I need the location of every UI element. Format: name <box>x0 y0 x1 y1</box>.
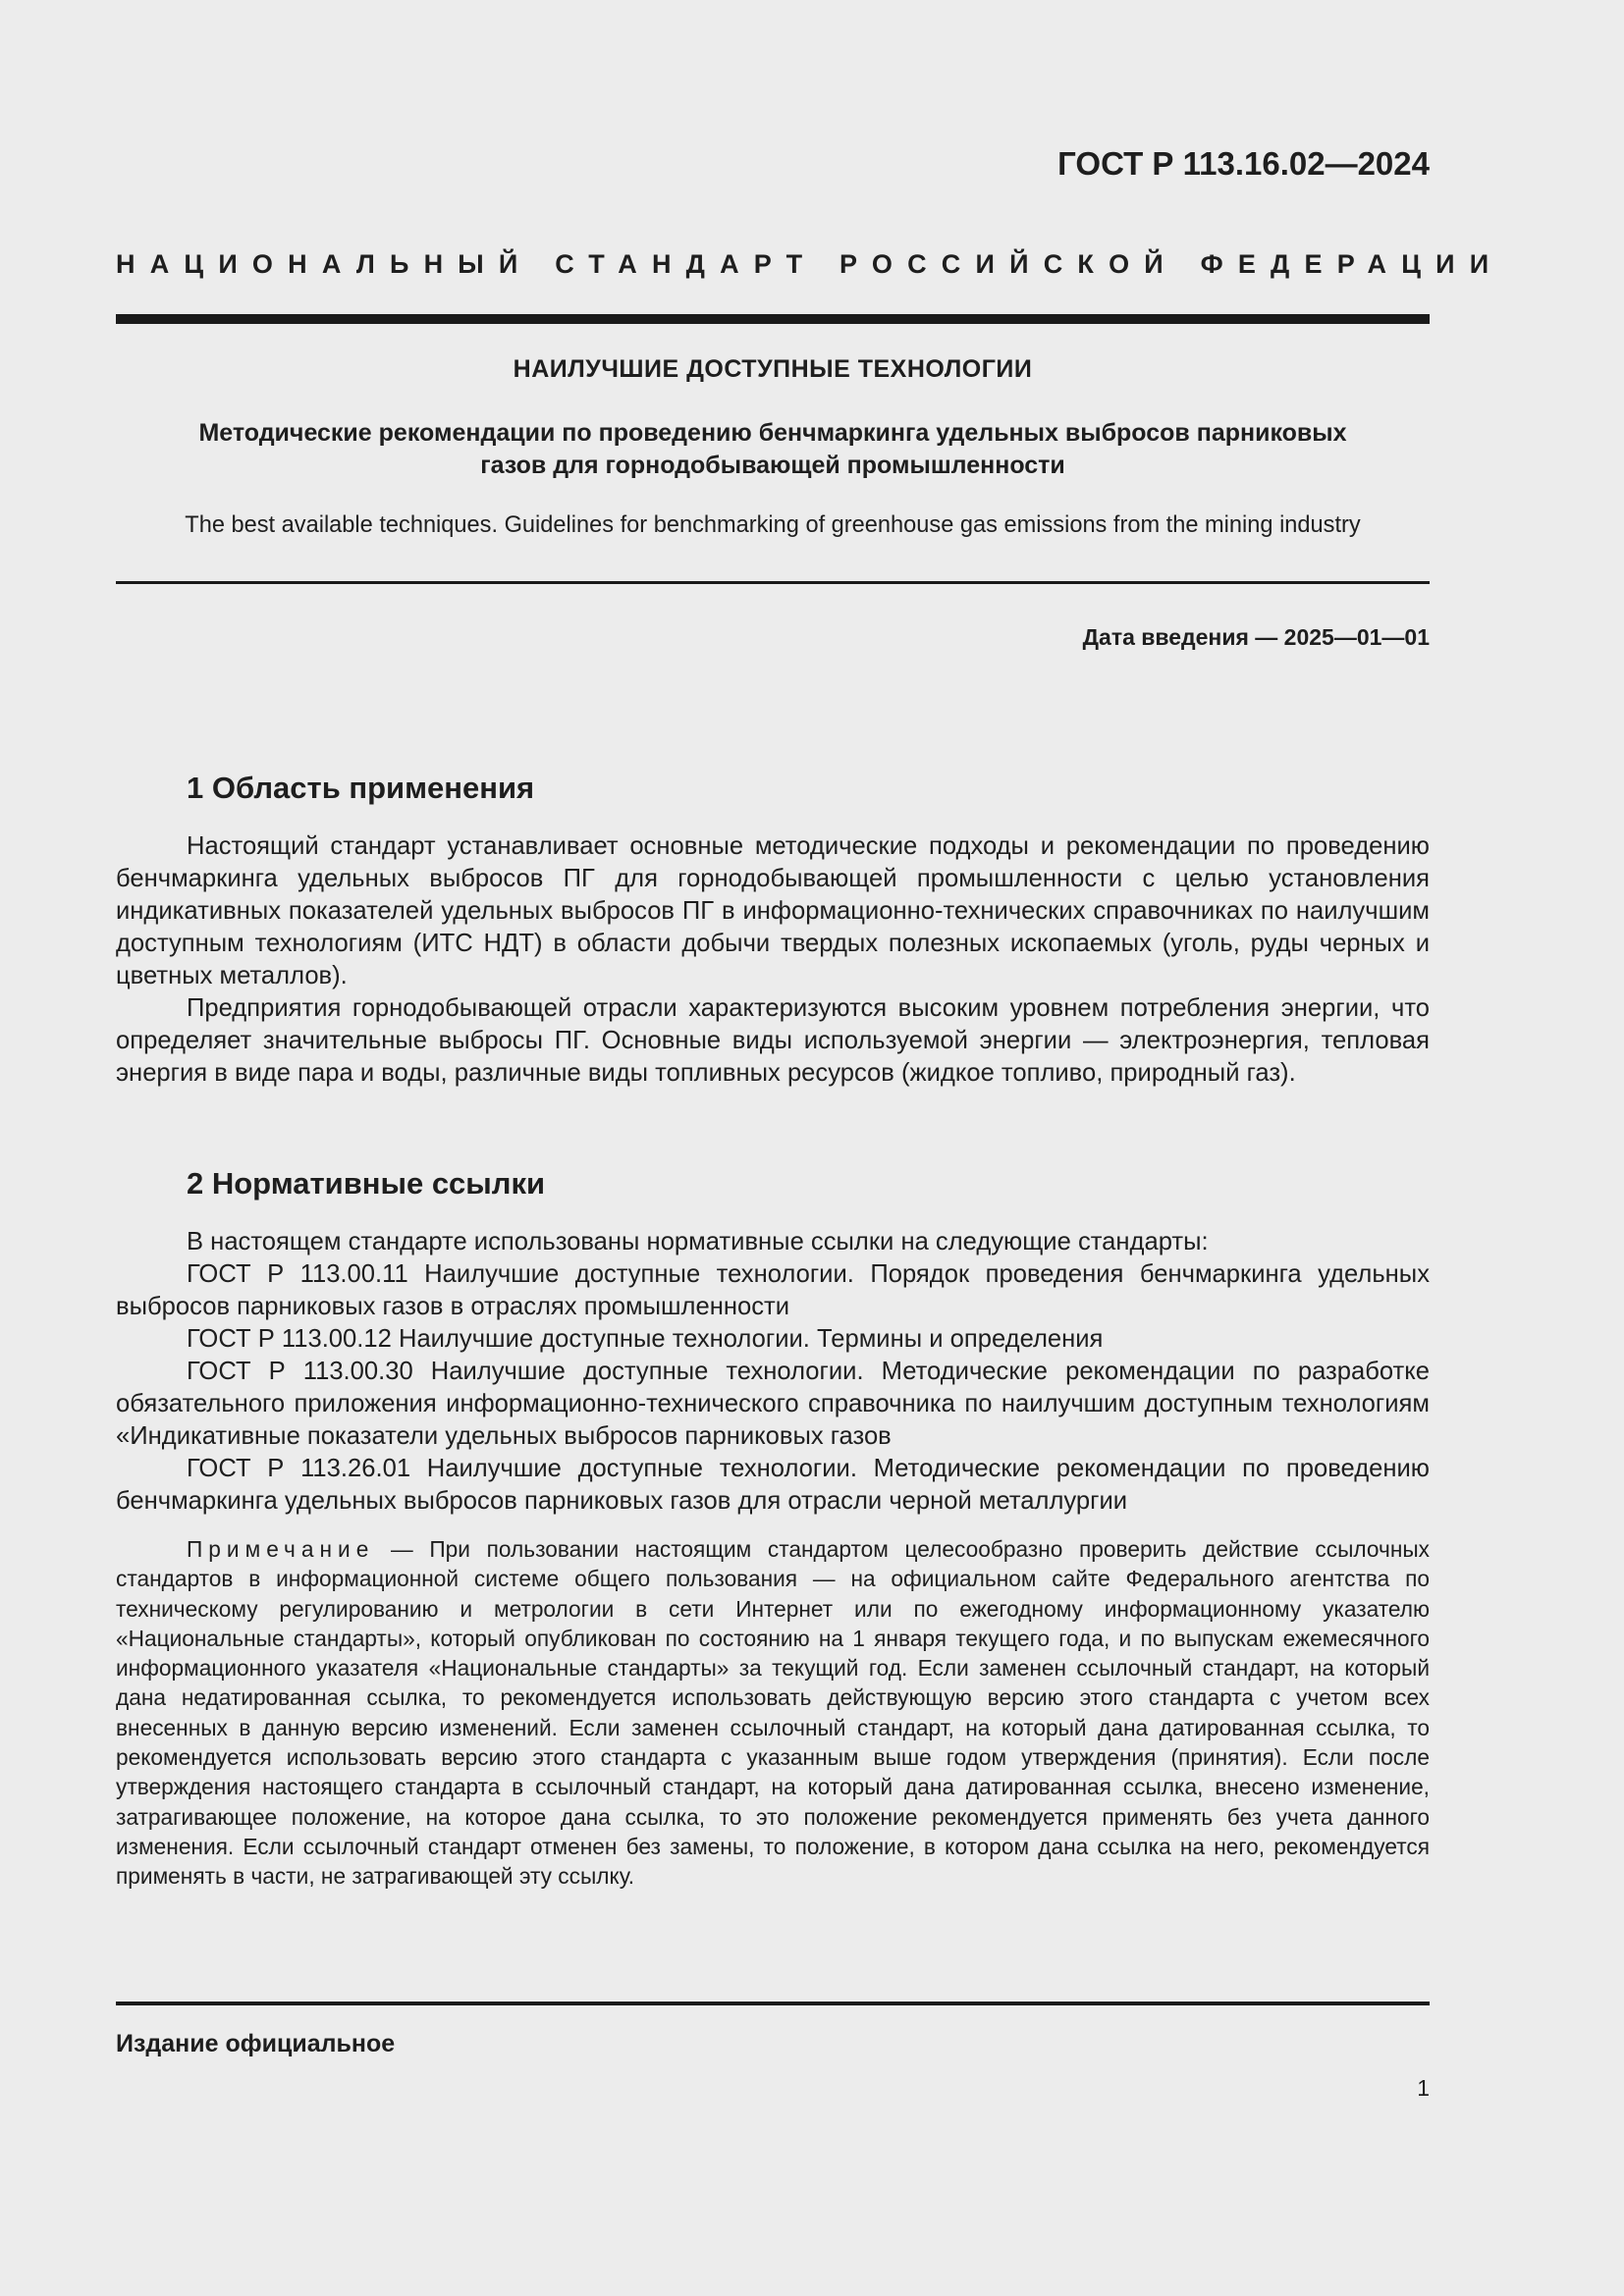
footer-divider <box>116 2002 1430 2005</box>
national-standard-banner: НАЦИОНАЛЬНЫЙ СТАНДАРТ РОССИЙСКОЙ ФЕДЕРАЦИИ <box>116 249 1504 279</box>
paragraph: Предприятия горнодобывающей отрасли характеризуются высоким уровнем потребления энергии, что определяет значительные выбросы ПГ. Основные виды используемой энергии — электроэнергия, тепловая энергия в виде пара и воды, различные виды топливных ресурсов (жидкое топливо, природный газ). <box>116 994 1430 1087</box>
paragraph: Настоящий стандарт устанавливает основные методические подходы и рекомендации по проведению бенчмаркинга удельных выбросов ПГ для горнодобывающей промышленности с целью установления индикативных показателей удельных выбросов ПГ в информационно-технических справочниках по наилучшим доступным технологиям (ИТС НДТ) в области добычи твердых полезных ископаемых (уголь, руды черных и цветных металлов). <box>116 832 1430 989</box>
header-divider <box>116 314 1430 324</box>
paragraph: В настоящем стандарте использованы нормативные ссылки на следующие стандарты: <box>187 1228 1209 1255</box>
note-block <box>116 1534 1430 1892</box>
introduction-date: Дата введения — 2025—01—01 <box>1082 624 1430 650</box>
document-title: НАИЛУЧШИЕ ДОСТУПНЫЕ ТЕХНОЛОГИИ <box>513 355 1033 383</box>
subtitle-line-2: газов для горнодобывающей промышленности <box>480 452 1065 479</box>
english-title: The best available techniques. Guidelines for benchmarking of greenhouse gas emissions from the mining industry <box>185 512 1361 538</box>
title-divider <box>116 581 1430 584</box>
reference-item: ГОСТ Р 113.00.12 Наилучшие доступные технологии. Термины и определения <box>187 1325 1104 1353</box>
reference-item: ГОСТ Р 113.26.01 Наилучшие доступные технологии. Методические рекомендации по проведению бенчмаркинга удельных выбросов парниковых газов для отрасли черной металлургии <box>116 1455 1430 1515</box>
section-2-body <box>116 1226 1430 1518</box>
page-number: 1 <box>1417 2075 1430 2101</box>
section-2-heading: 2 Нормативные ссылки <box>187 1166 546 1201</box>
standard-number: ГОСТ Р 113.16.02—2024 <box>1057 145 1430 182</box>
subtitle-line-1: Методические рекомендации по проведению бенчмаркинга удельных выбросов парниковых <box>198 419 1347 447</box>
section-1-body <box>116 830 1430 1090</box>
note-text: — При пользовании настоящим стандартом целесообразно проверить действие ссылочных стандартов в информационной системе общего пользования — на официальном сайте Федерального агентства по техническому регулированию и метрологии в сети Интернет или по ежегодному информационному указателю «Национальные стандарты», который опубликован по состоянию на 1 января текущего года, и по выпускам ежемесячного информационного указателя «Национальные стандарты» за текущий год. Если заменен ссылочный стандарт, на который дана недатированная ссылка, то рекомендуется использовать действующую версию этого стандарта с учетом всех внесенных в данную версию изменений. Если заменен ссылочный стандарт, на который дана датированная ссылка, то рекомендуется использовать версию этого стандарта с указанным выше годом утверждения (принятия). Если после утверждения настоящего стандарта в ссылочный стандарт, на который дана датированная ссылка, внесено изменение, затрагивающее положение, на которое дана ссылка, то это положение рекомендуется применять без учета данного изменения. Если ссылочный стандарт отменен без замены, то положение, в котором дана ссылка на него, рекомендуется применять в части, не затрагивающей эту ссылку. <box>116 1536 1430 1890</box>
reference-item: ГОСТ Р 113.00.30 Наилучшие доступные технологии. Методические рекомендации по разработке обязательного приложения информационно-технического справочника по наилучшим доступным технологиям «Индикативные показатели удельных выбросов парниковых газов <box>116 1358 1430 1450</box>
reference-item: ГОСТ Р 113.00.11 Наилучшие доступные технологии. Порядок проведения бенчмаркинга удельных выбросов парниковых газов в отраслях промышленности <box>116 1260 1430 1320</box>
edition-label: Издание официальное <box>116 2030 396 2057</box>
section-1-heading: 1 Область применения <box>187 771 535 805</box>
document-subtitle <box>116 417 1430 482</box>
note-label: Примечание <box>187 1536 375 1562</box>
